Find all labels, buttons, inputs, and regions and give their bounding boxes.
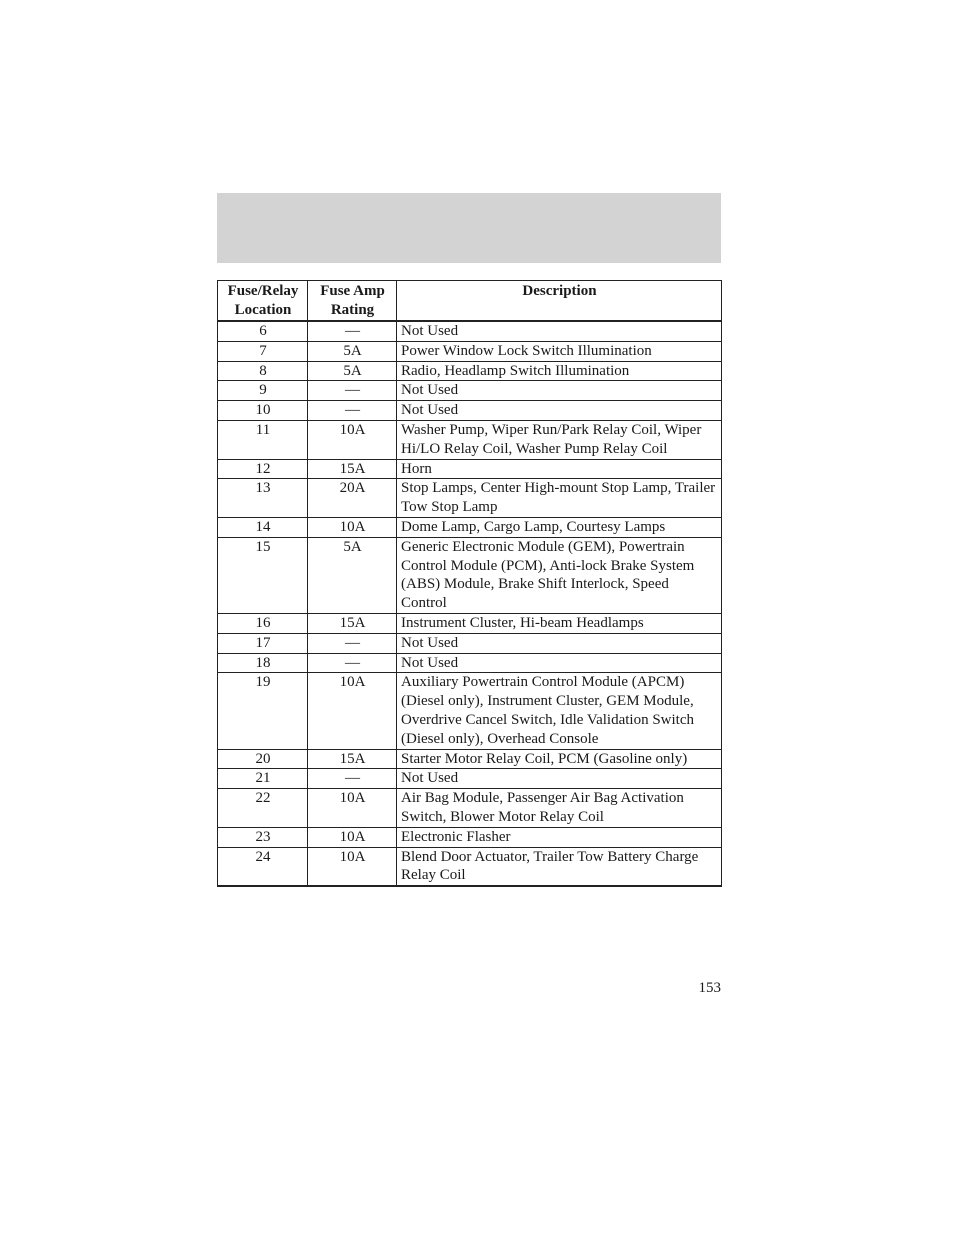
cell-location: 14: [218, 517, 308, 537]
cell-description: Not Used: [397, 653, 722, 673]
cell-description: Blend Door Actuator, Trailer Tow Battery Charge Relay Coil: [397, 847, 722, 886]
table-row: [218, 401, 722, 421]
cell-location: 13: [218, 479, 308, 518]
cell-description: Not Used: [397, 381, 722, 401]
cell-rating: 5A: [308, 361, 397, 381]
cell-rating: 10A: [308, 673, 397, 749]
cell-location: 16: [218, 613, 308, 633]
cell-rating: 10A: [308, 827, 397, 847]
cell-description: Not Used: [397, 769, 722, 789]
cell-location: 22: [218, 789, 308, 828]
cell-description: Generic Electronic Module (GEM), Powertrain Control Module (PCM), Anti-lock Brake System (ABS) Module, Brake Shift Interlock, Speed Control: [397, 537, 722, 613]
table-row: [218, 847, 722, 886]
table-row: [218, 769, 722, 789]
table-row: [218, 459, 722, 479]
cell-rating: 10A: [308, 517, 397, 537]
cell-description: Washer Pump, Wiper Run/Park Relay Coil, Wiper Hi/LO Relay Coil, Washer Pump Relay Coil: [397, 420, 722, 459]
cell-location: 18: [218, 653, 308, 673]
cell-rating: —: [308, 401, 397, 421]
table-row: [218, 749, 722, 769]
cell-description: Dome Lamp, Cargo Lamp, Courtesy Lamps: [397, 517, 722, 537]
cell-location: 23: [218, 827, 308, 847]
cell-location: 8: [218, 361, 308, 381]
cell-rating: 5A: [308, 537, 397, 613]
cell-description: Horn: [397, 459, 722, 479]
cell-description: Not Used: [397, 321, 722, 341]
table-row: [218, 613, 722, 633]
cell-rating: —: [308, 653, 397, 673]
fuse-table: [217, 280, 722, 887]
cell-rating: 10A: [308, 847, 397, 886]
table-body: [218, 321, 722, 886]
cell-description: Instrument Cluster, Hi-beam Headlamps: [397, 613, 722, 633]
section-header-band: [217, 193, 721, 263]
cell-rating: 15A: [308, 749, 397, 769]
cell-location: 24: [218, 847, 308, 886]
cell-description: Stop Lamps, Center High-mount Stop Lamp, Trailer Tow Stop Lamp: [397, 479, 722, 518]
cell-rating: 10A: [308, 789, 397, 828]
cell-location: 20: [218, 749, 308, 769]
cell-location: 7: [218, 341, 308, 361]
cell-location: 17: [218, 633, 308, 653]
cell-location: 9: [218, 381, 308, 401]
cell-location: 19: [218, 673, 308, 749]
cell-description: Not Used: [397, 633, 722, 653]
table-row: [218, 321, 722, 341]
table-row: [218, 381, 722, 401]
table-row: [218, 789, 722, 828]
cell-description: Electronic Flasher: [397, 827, 722, 847]
header-description: Description: [397, 281, 722, 322]
table-row: [218, 673, 722, 749]
cell-description: Starter Motor Relay Coil, PCM (Gasoline only): [397, 749, 722, 769]
table-row: [218, 361, 722, 381]
cell-description: Auxiliary Powertrain Control Module (APCM) (Diesel only), Instrument Cluster, GEM Module, Overdrive Cancel Switch, Idle Validation Switch (Diesel only), Overhead Console: [397, 673, 722, 749]
cell-rating: 10A: [308, 420, 397, 459]
cell-rating: 15A: [308, 613, 397, 633]
cell-rating: —: [308, 381, 397, 401]
cell-rating: —: [308, 321, 397, 341]
table-row: [218, 517, 722, 537]
header-rating: Fuse Amp Rating: [308, 281, 397, 322]
cell-description: Not Used: [397, 401, 722, 421]
cell-location: 6: [218, 321, 308, 341]
table-row: [218, 537, 722, 613]
cell-location: 12: [218, 459, 308, 479]
cell-rating: 20A: [308, 479, 397, 518]
table-row: [218, 479, 722, 518]
table-row: [218, 341, 722, 361]
cell-rating: —: [308, 769, 397, 789]
cell-rating: 15A: [308, 459, 397, 479]
cell-description: Air Bag Module, Passenger Air Bag Activation Switch, Blower Motor Relay Coil: [397, 789, 722, 828]
cell-location: 10: [218, 401, 308, 421]
cell-location: 21: [218, 769, 308, 789]
cell-location: 15: [218, 537, 308, 613]
page-number: 153: [698, 980, 721, 996]
cell-description: Power Window Lock Switch Illumination: [397, 341, 722, 361]
cell-rating: 5A: [308, 341, 397, 361]
cell-description: Radio, Headlamp Switch Illumination: [397, 361, 722, 381]
header-location: Fuse/Relay Location: [218, 281, 308, 322]
table-row: [218, 633, 722, 653]
cell-rating: —: [308, 633, 397, 653]
table-row: [218, 827, 722, 847]
table-row: [218, 420, 722, 459]
cell-location: 11: [218, 420, 308, 459]
table-header-row: [218, 281, 722, 322]
table-row: [218, 653, 722, 673]
